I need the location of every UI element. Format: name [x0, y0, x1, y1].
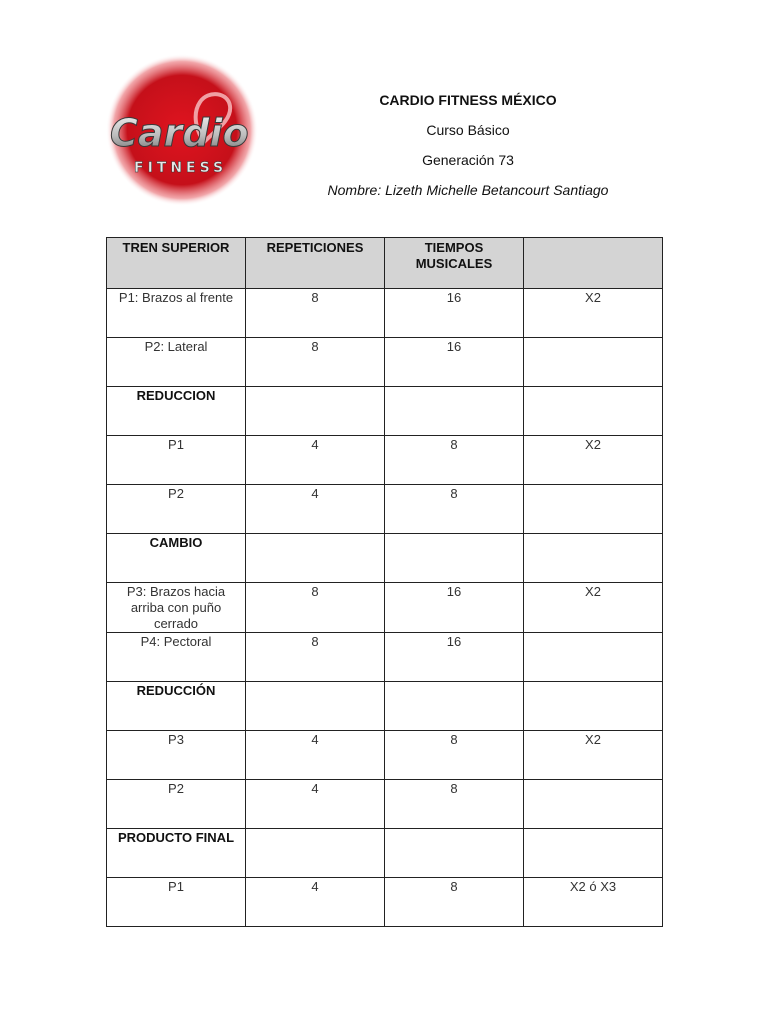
multiplier-cell: X2 [524, 583, 663, 633]
table-row [107, 289, 663, 338]
table-row [107, 583, 663, 633]
multiplier-cell [524, 338, 663, 387]
multiplier-cell [524, 534, 663, 583]
repetitions-cell [246, 682, 385, 731]
multiplier-cell: X2 [524, 731, 663, 780]
cardio-fitness-logo [104, 50, 260, 206]
table-row [107, 485, 663, 534]
table-row [107, 682, 663, 731]
generation-label: Generación 73 [422, 152, 514, 168]
header-repeticiones: REPETICIONES [246, 238, 385, 289]
exercise-cell: P2 [107, 780, 246, 829]
multiplier-cell [524, 633, 663, 682]
section-label-cell: REDUCCION [107, 387, 246, 436]
multiplier-cell: X2 [524, 436, 663, 485]
multiplier-cell [524, 387, 663, 436]
repetitions-cell: 8 [246, 633, 385, 682]
music-times-cell [385, 387, 524, 436]
music-times-cell: 16 [385, 583, 524, 633]
course-label: Curso Básico [426, 122, 510, 138]
section-label-cell: CAMBIO [107, 534, 246, 583]
multiplier-cell [524, 780, 663, 829]
exercise-cell: P3: Brazos hacia arriba con puño cerrado [107, 583, 246, 633]
music-times-cell: 8 [385, 878, 524, 927]
logo-text-cardio: Cardio [110, 111, 249, 155]
table-row [107, 829, 663, 878]
music-times-cell: 8 [385, 485, 524, 534]
music-times-cell: 16 [385, 338, 524, 387]
table-row [107, 731, 663, 780]
section-label-cell: PRODUCTO FINAL [107, 829, 246, 878]
student-name: Nombre: Lizeth Michelle Betancourt Santiago [327, 182, 609, 198]
repetitions-cell: 4 [246, 878, 385, 927]
exercise-cell: P2 [107, 485, 246, 534]
music-times-cell [385, 682, 524, 731]
header-tren-superior: TREN SUPERIOR [107, 238, 246, 289]
music-times-cell: 8 [385, 731, 524, 780]
repetitions-cell: 4 [246, 436, 385, 485]
exercise-cell: P1 [107, 878, 246, 927]
document-title: CARDIO FITNESS MÉXICO [379, 92, 557, 108]
repetitions-cell [246, 387, 385, 436]
table-row [107, 534, 663, 583]
logo-text-fitness: FITNESS [134, 160, 228, 176]
music-times-cell: 8 [385, 436, 524, 485]
table-header-row [107, 238, 663, 289]
table-row [107, 387, 663, 436]
table-row [107, 878, 663, 927]
music-times-cell [385, 829, 524, 878]
repetitions-cell: 4 [246, 485, 385, 534]
table-row [107, 780, 663, 829]
exercise-cell: P1: Brazos al frente [107, 289, 246, 338]
repetitions-cell: 8 [246, 338, 385, 387]
multiplier-cell [524, 682, 663, 731]
document-header [300, 90, 636, 200]
repetitions-cell [246, 534, 385, 583]
table-row [107, 436, 663, 485]
music-times-cell [385, 534, 524, 583]
multiplier-cell [524, 829, 663, 878]
multiplier-cell: X2 [524, 289, 663, 338]
music-times-cell: 8 [385, 780, 524, 829]
exercise-cell: P1 [107, 436, 246, 485]
exercise-cell: P3 [107, 731, 246, 780]
repetitions-cell: 4 [246, 780, 385, 829]
multiplier-cell: X2 ó X3 [524, 878, 663, 927]
music-times-cell: 16 [385, 633, 524, 682]
repetitions-cell: 8 [246, 289, 385, 338]
exercise-cell: P4: Pectoral [107, 633, 246, 682]
table-row [107, 338, 663, 387]
header-extra [524, 238, 663, 289]
repetitions-cell: 8 [246, 583, 385, 633]
multiplier-cell [524, 485, 663, 534]
header-tiempos-musicales: TIEMPOS MUSICALES [385, 238, 524, 289]
music-times-cell: 16 [385, 289, 524, 338]
section-label-cell: REDUCCIÓN [107, 682, 246, 731]
exercise-cell: P2: Lateral [107, 338, 246, 387]
routine-table [106, 237, 663, 927]
repetitions-cell [246, 829, 385, 878]
repetitions-cell: 4 [246, 731, 385, 780]
table-row [107, 633, 663, 682]
